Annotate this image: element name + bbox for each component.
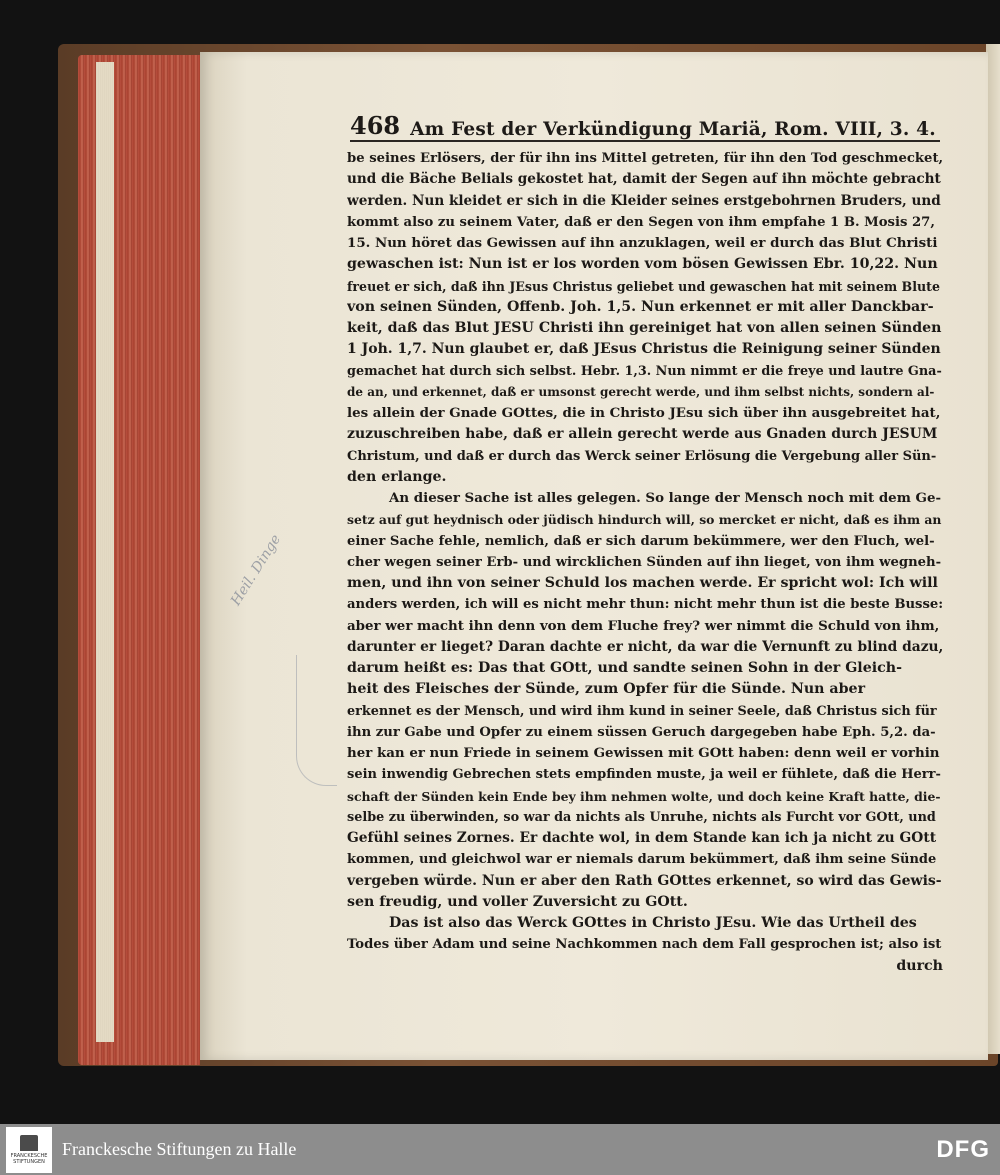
text-line: kommen, und gleichwol war er niemals darum bekümmert, daß ihm seine Sünde [347, 852, 937, 868]
dfg-logo[interactable]: DFG [936, 1136, 990, 1163]
text-line: von seinen Sünden, Offenb. Joh. 1,5. Nun erkennet er mit aller Danckbar- [347, 298, 934, 315]
text-line: 15. Nun höret das Gewissen auf ihn anzuklagen, weil er durch das Blut Christi [347, 235, 938, 251]
text-line: her kan er nun Friede in seinem Gewissen mit GOtt haben: denn weil er vorhin [347, 745, 940, 761]
text-line: freuet er sich, daß ihn JEsus Christus geliebet und gewaschen hat mit seinem Blute [347, 278, 940, 294]
text-line: keit, daß das Blut JESU Christi ihn gereiniget hat von allen seinen Sünden [347, 320, 942, 336]
page-header [350, 98, 940, 142]
text-line: Christum, und daß er durch das Werck seiner Erlösung die Vergebung aller Sün- [347, 448, 937, 464]
text-line: heit des Fleisches der Sünde, zum Opfer für die Sünde. Nun aber [347, 681, 866, 698]
text-line: erkennet es der Mensch, und wird ihm kund in seiner Seele, daß Christus sich für [347, 703, 937, 719]
institution-logo[interactable] [6, 1127, 52, 1173]
body-text [347, 148, 943, 977]
running-title: Am Fest der Verkündigung Mariä, Rom. VIII, 3. 4. [410, 119, 936, 140]
text-line: setz auf gut heydnisch oder jüdisch hindurch will, so mercket er nicht, daß es ihm an [347, 512, 942, 528]
text-line: darum heißt es: Das that GOtt, und sandte seinen Sohn in der Gleich- [347, 660, 902, 676]
text-line: zuzuschreiben habe, daß er allein gerecht werde aus Gnaden durch JESUM [347, 426, 938, 443]
text-line: be seines Erlösers, der für ihn ins Mittel getreten, für ihn den Tod geschmecket, [347, 151, 943, 166]
handwritten-margin-note: Heil. Dinge [228, 531, 285, 609]
text-line: einer Sache fehle, nemlich, daß er sich darum bekümmere, wer den Fluch, wel- [347, 533, 935, 549]
text-line: gewaschen ist: Nun ist er los worden vom bösen Gewissen Ebr. 10,22. Nun [347, 256, 938, 273]
text-line: gemachet hat durch sich selbst. Hebr. 1,3. Nun nimmt er die freye und lautre Gna- [347, 363, 942, 379]
text-line: darunter er lieget? Daran dachte er nicht, da war die Vernunft zu blind dazu, [347, 638, 943, 655]
text-line: sein inwendig Gebrechen stets empfinden muste, ja weil er fühlete, daß die Herr- [347, 767, 941, 783]
institution-name[interactable]: Franckesche Stiftungen zu Halle [62, 1139, 297, 1159]
text-line: ihn zur Gabe und Opfer zu einem süssen Geruch dargegeben habe Eph. 5,2. da- [347, 724, 936, 740]
text-line: aber wer macht ihn denn von dem Fluche frey? wer nimmt die Schuld von ihm, [347, 617, 940, 634]
text-line: selbe zu überwinden, so war da nichts als Unruhe, nichts als Furcht vor GOtt, und [347, 809, 936, 825]
text-line: vergeben würde. Nun er aber den Rath GOttes erkennet, so wird das Gewis- [347, 872, 942, 889]
text-line: cher wegen seiner Erb- und wircklichen Sünden auf ihn lieget, von ihm wegneh- [347, 554, 942, 570]
text-line: sen freudig, und voller Zuversicht zu GOtt. [347, 893, 688, 910]
text-line: kommt also zu seinem Vater, daß er den Segen von ihm empfahe 1 B. Mosis 27, [347, 214, 935, 230]
text-line: les allein der Gnade GOttes, die in Christo JEsu sich über ihn ausgebreitet hat, [347, 405, 941, 421]
text-line: werden. Nun kleidet er sich in die Kleider seines erstgebohrnen Bruders, und [347, 192, 941, 209]
text-line: schaft der Sünden kein Ende bey ihm nehmen wolte, und doch keine Kraft hatte, die- [347, 788, 941, 804]
logo-label: FRANCKESCHE STIFTUNGEN [10, 1152, 48, 1165]
page-number: 468 [350, 111, 401, 140]
handwritten-bracket-mark [296, 655, 337, 786]
text-line: de an, und erkennet, daß er umsonst gerecht werde, und ihm selbst nichts, sondern al- [347, 384, 935, 399]
text-line: Todes über Adam und seine Nachkommen nach dem Fall gesprochen ist; also ist [347, 937, 942, 953]
text-line: den erlange. [347, 468, 447, 485]
page-edges-inner [96, 62, 114, 1042]
building-icon [20, 1135, 38, 1151]
facing-page-edge [986, 44, 1000, 1054]
text-line: 1 Joh. 1,7. Nun glaubet er, daß JEsus Christus die Reinigung seiner Sünden [347, 341, 941, 358]
text-line: Gefühl seines Zornes. Er dachte wol, in dem Stande kan ich ja nicht zu GOtt [347, 830, 937, 846]
text-line: men, und ihn von seiner Schuld los machen werde. Er spricht wol: Ich will [347, 575, 938, 591]
catchword: durch [896, 957, 943, 974]
text-line: An dieser Sache ist alles gelegen. So lange der Mensch noch mit dem Ge- [389, 490, 942, 506]
viewer-footer [0, 1124, 1000, 1175]
text-line: und die Bäche Belials gekostet hat, damit der Segen auf ihn möchte gebracht [347, 171, 941, 188]
text-line: anders werden, ich will es nicht mehr thun: nicht mehr thun ist die beste Busse: [347, 597, 943, 613]
text-line: Das ist also das Werck GOttes in Christo JEsu. Wie das Urtheil des [389, 915, 917, 931]
